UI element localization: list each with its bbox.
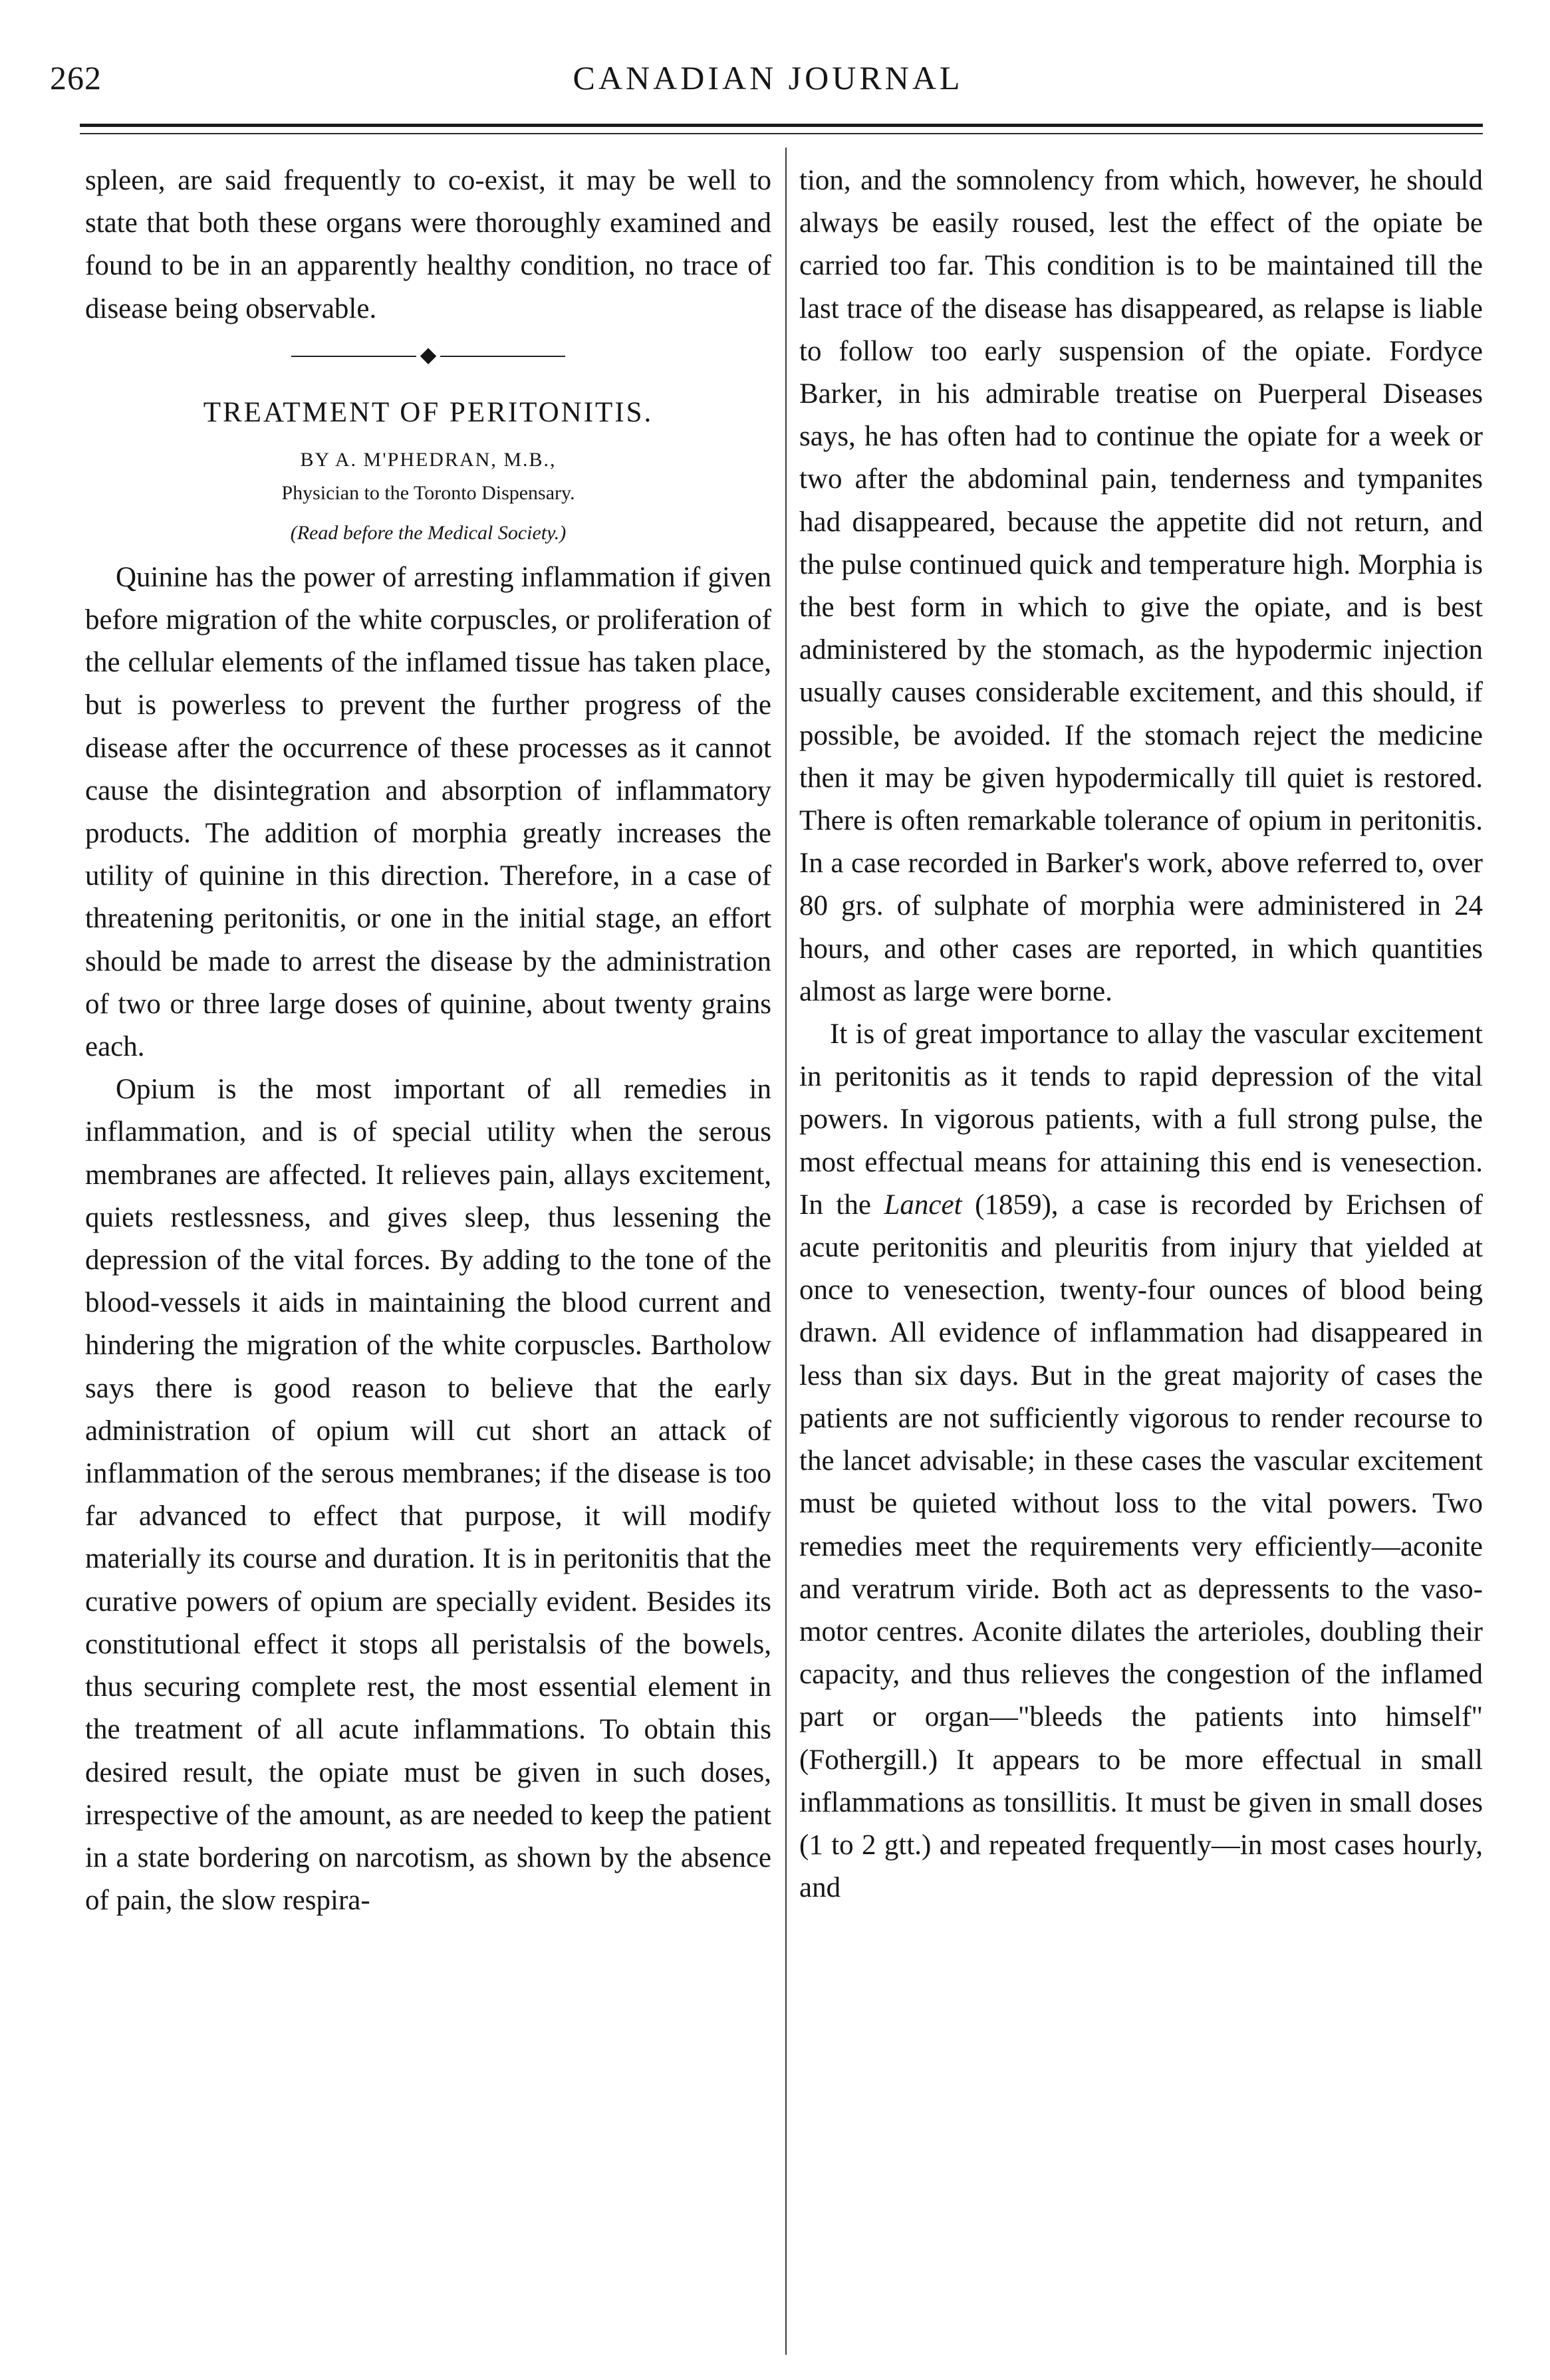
author-affiliation: Physician to the Toronto Dispensary. <box>281 481 575 504</box>
paragraph-spleen: spleen, are said frequently to co-exist, it may be well to state that both these organs were thoroughly examined and found to be in an apparently healthy condition, no trace of disease being observable. <box>85 165 771 324</box>
article-byline: BY A. M'PHEDRAN, M.B., <box>300 448 557 471</box>
lancet-title: Lancet <box>884 1189 962 1221</box>
paragraph-vascular <box>799 1013 1483 1909</box>
read-note: (Read before the Medical Society.) <box>290 521 567 544</box>
right-column <box>799 160 1483 1909</box>
paragraph-vascular-part-2: (1859), a case is recorded by Erichsen of acute peritonitis and pleuritis from injury that yielded at once to venesection, twenty-four ounces of blood being drawn. All evidence of inflammation had disappeared in less than six days. But in the great majority of cases the patients are not sufficiently vigorous to render recourse to the lancet advisable; in these cases the vascular excitement must be quieted without loss to the vital powers. Two remedies meet the requirements very efficiently—aconite and veratrum viride. Both act as depressents to the vaso-motor centres. Aconite dilates the arterioles, doubling their capacity, and thus relieves the congestion of the inflamed part or organ—"bleeds the patients into himself" (Fothergill.) It appears to be more effectual in small inflammations as tonsillitis. It must be given in small doses (1 to 2 gtt.) and repeated frequently—in most cases hourly, and <box>799 1189 1483 1904</box>
running-title: CANADIAN JOURNAL <box>573 59 964 96</box>
header-rule-thin <box>80 133 1483 134</box>
page-number: 262 <box>50 59 102 96</box>
section-separator <box>85 330 771 377</box>
column-divider <box>785 148 787 2355</box>
page-header <box>50 59 1486 112</box>
article-title: TREATMENT OF PERITONITIS. <box>203 396 654 428</box>
paragraph-somnolency: tion, and the somnolency from which, however, he should always be easily roused, lest the effect of the opiate be carried too far. This condition is to be maintained till the last trace of the disease has disappeared, as relapse is liable to follow too early suspension of the opiate. Fordyce Barker, in his admirable treatise on Puerperal Diseases says, he has often had to continue the opiate for a week or two after the abdominal pain, tenderness and tympanites had disappeared, because the appetite did not return, and the pulse continued quick and temperature high. Morphia is the best form in which to give the opiate, and is best administered by the stomach, as the hypodermic injection usually causes considerable excitement, and this should, if possible, be avoided. If the stomach reject the medicine then it may be given hypodermically till quiet is restored. There is often remarkable tolerance of opium in peritonitis. In a case recorded in Barker's work, above referred to, over 80 grs. of sulphate of morphia were administered in 24 hours, and other cases are reported, in which quantities almost as large were borne. <box>799 165 1483 1007</box>
left-column <box>85 160 771 1922</box>
paragraph-quinine: Quinine has the power of arresting inflammation if given before migration of the white corpuscles, or proliferation of the cellular elements of the inflamed tissue has taken place, but is powerless to prevent the further progress of the disease after the occurrence of these processes as it cannot cause the disintegration and absorption of inflammatory products. The addition of morphia greatly increases the utility of quinine in this direction. Therefore, in a case of threatening peritonitis, or one in the initial stage, an effort should be made to arrest the disease by the administration of two or three large doses of quinine, about twenty grains each. <box>85 561 771 1063</box>
header-rule-thick <box>80 124 1483 127</box>
paragraph-vascular-part-1: It is of great importance to allay the vascular excitement in peritonitis as it tends to rapid depression of the vital powers. In vigorous patients, with a full strong pulse, the most effectual means for attaining this end is venesection. In the <box>799 1018 1483 1221</box>
paragraph-opium: Opium is the most important of all remedies in inflammation, and is of special utility when the serous membranes are affected. It relieves pain, allays excitement, quiets restlessness, and gives sleep, thus lessening the depression of the vital forces. By adding to the tone of the blood-vessels it aids in maintaining the blood current and hindering the migration of the white corpuscles. Bartholow says there is good reason to believe that the early administration of opium will cut short an attack of inflammation of the serous membranes; if the disease is too far advanced to effect that purpose, it will modify materially its course and duration. It is in peritonitis that the curative powers of opium are specially evident. Besides its constitutional effect it stops all peristalsis of the bowels, thus securing complete rest, the most essential element in the treatment of all acute inflammations. To obtain this desired result, the opiate must be given in such doses, irrespective of the amount, as are needed to keep the patient in a state bordering on narcotism, as shown by the absence of pain, the slow respira- <box>85 1074 771 1917</box>
separator-ornament: ◆ <box>85 334 771 374</box>
